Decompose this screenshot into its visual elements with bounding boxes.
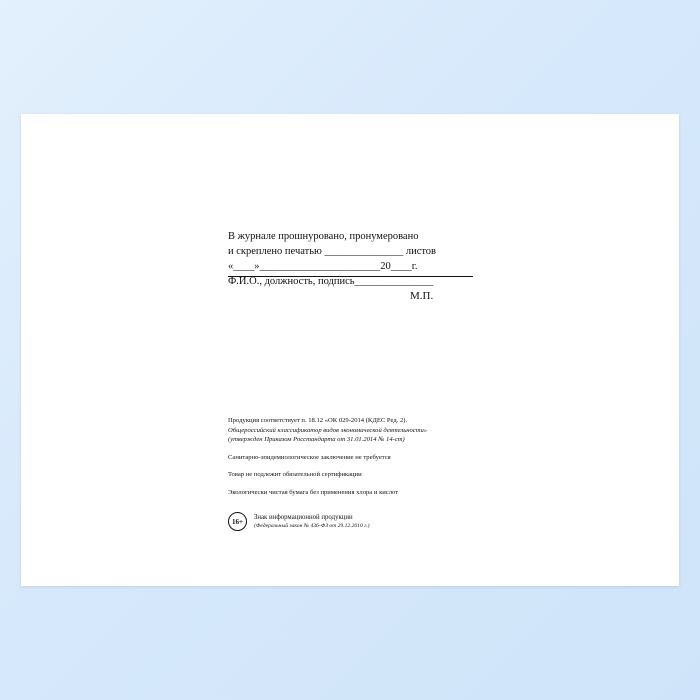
fineprint-block (228, 416, 538, 498)
eco-paper-note: Экологически чистая бумага без применения хлора и кислот (228, 488, 399, 496)
certification-line-3: «____»_______________________20____г. (228, 261, 418, 272)
info-mark-texts (254, 512, 370, 530)
certification-line-4: Ф.И.О., должность, подпись_______________ (228, 276, 434, 287)
certification-line-1: В журнале прошнуровано, пронумеровано (228, 231, 419, 242)
age-rating-icon: 16+ (228, 512, 247, 531)
page-content (21, 114, 679, 586)
stamp-place-label: М.П. (410, 290, 434, 302)
classification-line-3: (утвержден Приказом Росстандарта от 31.01.2014 № 14-ст) (228, 436, 405, 444)
certification-note: Товар не подлежит обязательной сертификации (228, 471, 362, 479)
info-mark-row (228, 512, 370, 531)
document-page (21, 114, 679, 586)
info-mark-subtitle: (Федеральный закон № 436-ФЗ от 29.12.2010 г.) (254, 523, 370, 529)
certification-block (228, 229, 528, 289)
signature-rule (228, 276, 473, 277)
classification-line-1: Продукция соответствует п. 18.12 «ОК 029-2014 (КДЕС Ред. 2). (228, 417, 408, 424)
info-mark-title: Знак информационной продукции (254, 514, 353, 521)
classification-paragraph (228, 416, 538, 445)
certification-line-2: и скреплено печатью _______________ листов (228, 246, 437, 257)
sanitary-note: Санитарно-эпидемиологическое заключение не требуется (228, 453, 391, 461)
classification-line-2: Общероссийский классификатор видов экономической деятельности» (228, 426, 428, 434)
